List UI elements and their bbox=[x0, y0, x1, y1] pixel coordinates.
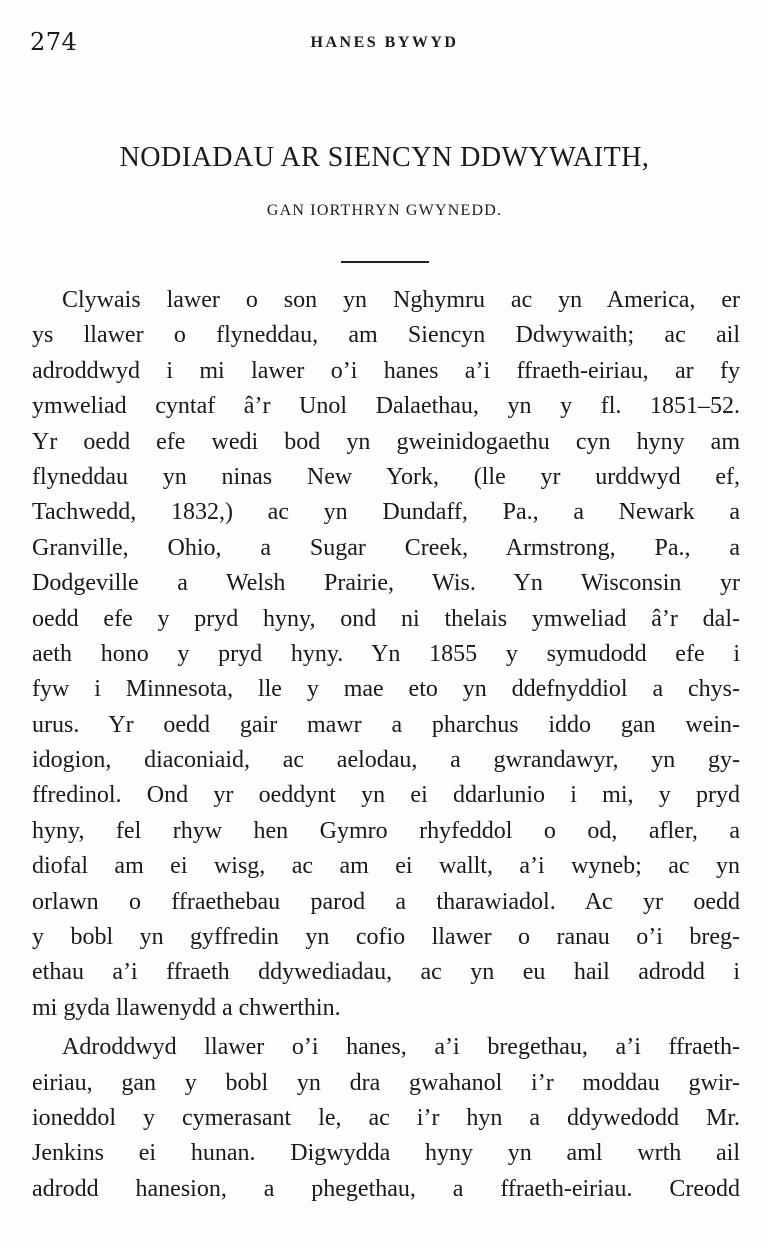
text-line: flyneddau yn ninas New York, (lle yr urddwyd ef, bbox=[32, 463, 740, 490]
text-line: fyw i Minnesota, lle y mae eto yn ddefnyddiol a chys- bbox=[32, 676, 740, 703]
body-text bbox=[32, 283, 740, 1207]
text-line: ys llawer o flyneddau, am Siencyn Ddwywaith; ac ail bbox=[32, 322, 740, 349]
paragraph-1 bbox=[32, 283, 740, 1026]
paragraph-2 bbox=[32, 1030, 740, 1207]
text-line: idogion, diaconiaid, ac aelodau, a gwrandawyr, yn gy- bbox=[32, 747, 740, 774]
text-line: Yr oedd efe wedi bod yn gweinidogaethu cyn hyny am bbox=[32, 428, 740, 455]
text-line: Tachwedd, 1832,) ac yn Dundaff, Pa., a Newark a bbox=[32, 499, 740, 526]
article-author: GAN IORTHRYN GWYNEDD. bbox=[266, 202, 503, 219]
text-line: ioneddol y cymerasant le, ac i’r hyn a ddywedodd Mr. bbox=[32, 1104, 740, 1131]
page-number: 274 bbox=[30, 28, 78, 56]
text-line: ffredinol. Ond yr oeddynt yn ei ddarlunio i mi, y pryd bbox=[32, 782, 740, 809]
text-line: y bobl yn gyffredin yn cofio llawer o ranau o’i breg- bbox=[32, 924, 740, 951]
running-header bbox=[30, 28, 739, 60]
text-line: aeth hono y pryd hyny. Yn 1855 y symudodd efe i bbox=[32, 640, 740, 667]
text-line: Dodgeville a Welsh Prairie, Wis. Yn Wisconsin yr bbox=[32, 570, 740, 597]
text-line: ethau a’i ffraeth ddywediadau, ac yn eu hail adrodd i bbox=[32, 959, 740, 986]
text-line: adroddwyd i mi lawer o’i hanes a’i ffraeth-eiriau, ar fy bbox=[32, 357, 740, 384]
text-line: eiriau, gan y bobl yn dra gwahanol i’r moddau gwir- bbox=[32, 1069, 740, 1096]
running-title: HANES BYWYD bbox=[310, 34, 459, 51]
text-line: hyny, fel rhyw hen Gymro rhyfeddol o od, afler, a bbox=[32, 817, 740, 844]
text-line: urus. Yr oedd gair mawr a pharchus iddo gan wein- bbox=[32, 711, 740, 738]
text-line: mi gyda llawenydd a chwerthin. bbox=[32, 994, 341, 1021]
text-line: Clywais lawer o son yn Nghymru ac yn America, er bbox=[62, 287, 740, 313]
title-divider-rule bbox=[341, 261, 429, 263]
text-line: diofal am ei wisg, ac am ei wallt, a’i wyneb; ac yn bbox=[32, 853, 740, 880]
text-line: orlawn o ffraethebau parod a tharawiadol. Ac yr oedd bbox=[32, 888, 740, 915]
text-line: Granville, Ohio, a Sugar Creek, Armstrong, Pa., a bbox=[32, 534, 740, 561]
text-line: Jenkins ei hunan. Digwydda hyny yn aml wrth ail bbox=[32, 1140, 740, 1167]
text-line: adrodd hanesion, a phegethau, a ffraeth-eiriau. Creodd bbox=[32, 1175, 740, 1202]
text-line: ymweliad cyntaf â’r Unol Dalaethau, yn y fl. 1851–52. bbox=[32, 393, 740, 420]
text-line: Adroddwyd llawer o’i hanes, a’i bregethau, a’i ffraeth- bbox=[62, 1034, 740, 1061]
text-line: oedd efe y pryd hyny, ond ni thelais ymweliad â’r dal- bbox=[32, 605, 740, 632]
article-title: NODIADAU AR SIENCYN DDWYWAITH, bbox=[119, 142, 650, 173]
